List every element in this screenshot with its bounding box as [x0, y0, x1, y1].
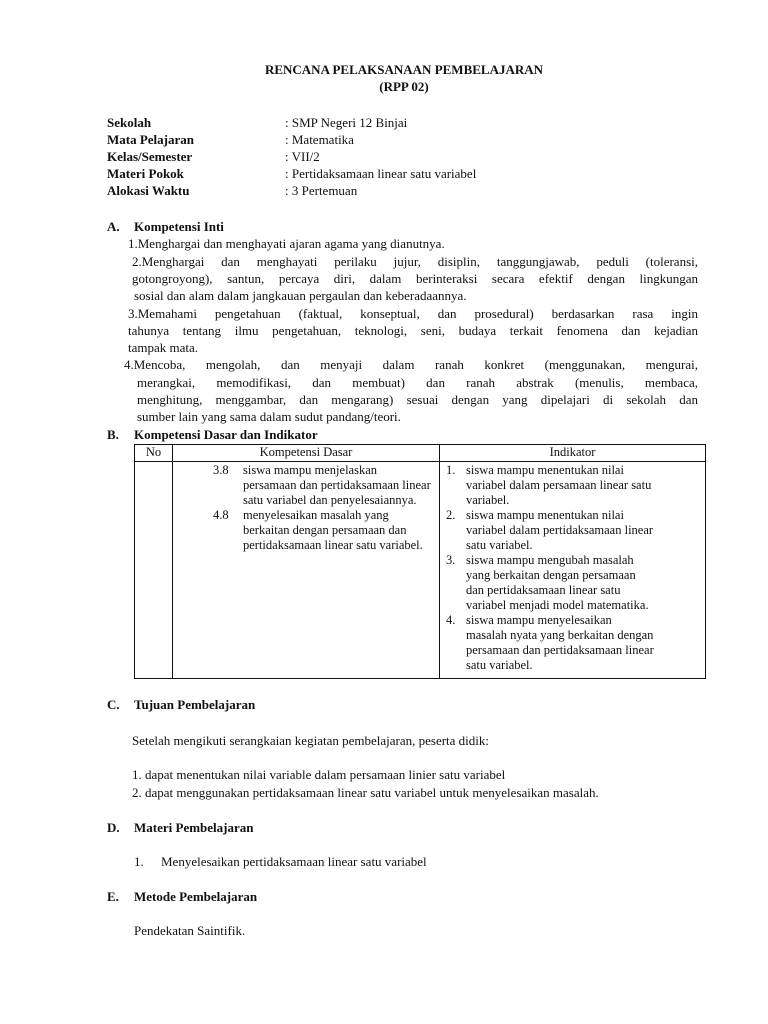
tujuan-item: 1. dapat menentukan nilai variable dalam persamaan linier satu variabel [132, 767, 506, 782]
identity-label: Sekolah [107, 115, 152, 130]
section-b-letter: B. [107, 427, 119, 442]
identity-label: Materi Pokok [107, 166, 184, 181]
ki-2-line: 2.Menghargai dan menghayati perilaku jujur, disiplin, tanggungjawab, peduli (toleransi, [132, 254, 698, 269]
indikator-line: siswa mampu menyelesaikan [466, 613, 612, 627]
metode-text: Pendekatan Saintifik. [134, 923, 246, 938]
indikator-line: dan pertidaksamaan linear satu [466, 583, 621, 597]
table-row [135, 462, 706, 679]
section-c-heading: Tujuan Pembelajaran [134, 697, 256, 712]
indikator-number: 3. [446, 553, 456, 567]
kd-line: persamaan dan pertidaksamaan linear [243, 478, 431, 492]
kd-line: berkaitan dengan persamaan dan [243, 523, 407, 537]
indikator-line: satu variabel. [466, 538, 533, 552]
kd-indikator-table [134, 444, 706, 679]
section-b-heading: Kompetensi Dasar dan Indikator [134, 427, 318, 442]
materi-item-number: 1. [134, 854, 144, 869]
ki-3-line: tahunya tentang ilmu pengetahuan, teknologi, seni, budaya terkait fenomena dan kejadian [128, 323, 698, 338]
section-c-letter: C. [107, 697, 120, 712]
ki-2-line: gotongroyong), santun, percaya diri, dalam berinteraksi secara efektif dengan lingkungan [132, 271, 698, 286]
ki-4-line: merangkai, memodifikasi, dan membuat) dan ranah abstrak (menulis, membaca, [137, 375, 698, 390]
section-a-heading: Kompetensi Inti [134, 219, 224, 234]
table-header-row [135, 445, 706, 462]
indikator-line: variabel menjadi model matematika. [466, 598, 649, 612]
identity-label: Mata Pelajaran [107, 132, 195, 147]
indikator-line: variabel dalam pertidaksamaan linear [466, 523, 654, 537]
section-e-letter: E. [107, 889, 119, 904]
indikator-line: persamaan dan pertidaksamaan linear [466, 643, 654, 657]
identity-value: : Pertidaksamaan linear satu variabel [285, 166, 477, 181]
table-cell-no [135, 462, 173, 679]
identity-value: : 3 Pertemuan [285, 183, 358, 198]
kd-line: satu variabel dan penyelesaiannya. [243, 493, 417, 507]
table-header-no: No [135, 445, 173, 462]
section-e-heading: Metode Pembelajaran [134, 889, 258, 904]
indikator-line: siswa mampu menentukan nilai [466, 463, 624, 477]
identity-value: : Matematika [285, 132, 354, 147]
materi-item-text: Menyelesaikan pertidaksamaan linear satu variabel [161, 854, 427, 869]
ki-3-line: 3.Memahami pengetahuan (faktual, konseptual, dan prosedural) berdasarkan rasa ingin [128, 306, 698, 321]
table-cell-indikator [440, 462, 706, 679]
indikator-line: variabel. [466, 493, 510, 507]
table-cell-kd [173, 462, 440, 679]
indikator-number: 4. [446, 613, 456, 627]
kd-number: 4.8 [213, 508, 229, 522]
ki-4-line: menghitung, menggambar, dan mengarang) sesuai dengan yang dipelajari di sekolah dan [137, 392, 698, 407]
ki-3-line: tampak mata. [128, 340, 199, 355]
ki-2-line: sosial dan alam dalam jangkauan pergaulan dan keberadaannya. [134, 288, 467, 303]
indikator-number: 2. [446, 508, 456, 522]
section-d-letter: D. [107, 820, 120, 835]
identity-value: : SMP Negeri 12 Binjai [285, 115, 408, 130]
ki-4-line: sumber lain yang sama dalam sudut pandang/teori. [137, 409, 401, 424]
document-subtitle: (RPP 02) [379, 79, 429, 94]
section-a-letter: A. [107, 219, 120, 234]
indikator-line: siswa mampu menentukan nilai [466, 508, 624, 522]
identity-label: Alokasi Waktu [107, 183, 190, 198]
indikator-number: 1. [446, 463, 456, 477]
section-d-heading: Materi Pembelajaran [134, 820, 254, 835]
table-header-kd: Kompetensi Dasar [173, 445, 440, 462]
document-title: RENCANA PELAKSANAAN PEMBELAJARAN [264, 62, 544, 77]
kd-line: siswa mampu menjelaskan [243, 463, 377, 477]
identity-value: : VII/2 [285, 149, 320, 164]
indikator-line: satu variabel. [466, 658, 533, 672]
indikator-line: siswa mampu mengubah masalah [466, 553, 634, 567]
ki-1: 1.Menghargai dan menghayati ajaran agama yang dianutnya. [128, 236, 445, 251]
identity-label: Kelas/Semester [107, 149, 193, 164]
indikator-line: masalah nyata yang berkaitan dengan [466, 628, 654, 642]
ki-4-line: 4.Mencoba, mengolah, dan menyaji dalam ranah konkret (menggunakan, mengurai, [124, 357, 698, 372]
kd-line: pertidaksamaan linear satu variabel. [243, 538, 423, 552]
indikator-line: variabel dalam persamaan linear satu [466, 478, 652, 492]
tujuan-item: 2. dapat menggunakan pertidaksamaan linear satu variabel untuk menyelesaikan masalah. [132, 785, 599, 800]
tujuan-intro: Setelah mengikuti serangkaian kegiatan pembelajaran, peserta didik: [132, 733, 490, 748]
kd-line: menyelesaikan masalah yang [243, 508, 389, 522]
indikator-line: yang berkaitan dengan persamaan [466, 568, 636, 582]
kd-number: 3.8 [213, 463, 229, 477]
table-header-indikator: Indikator [440, 445, 706, 462]
